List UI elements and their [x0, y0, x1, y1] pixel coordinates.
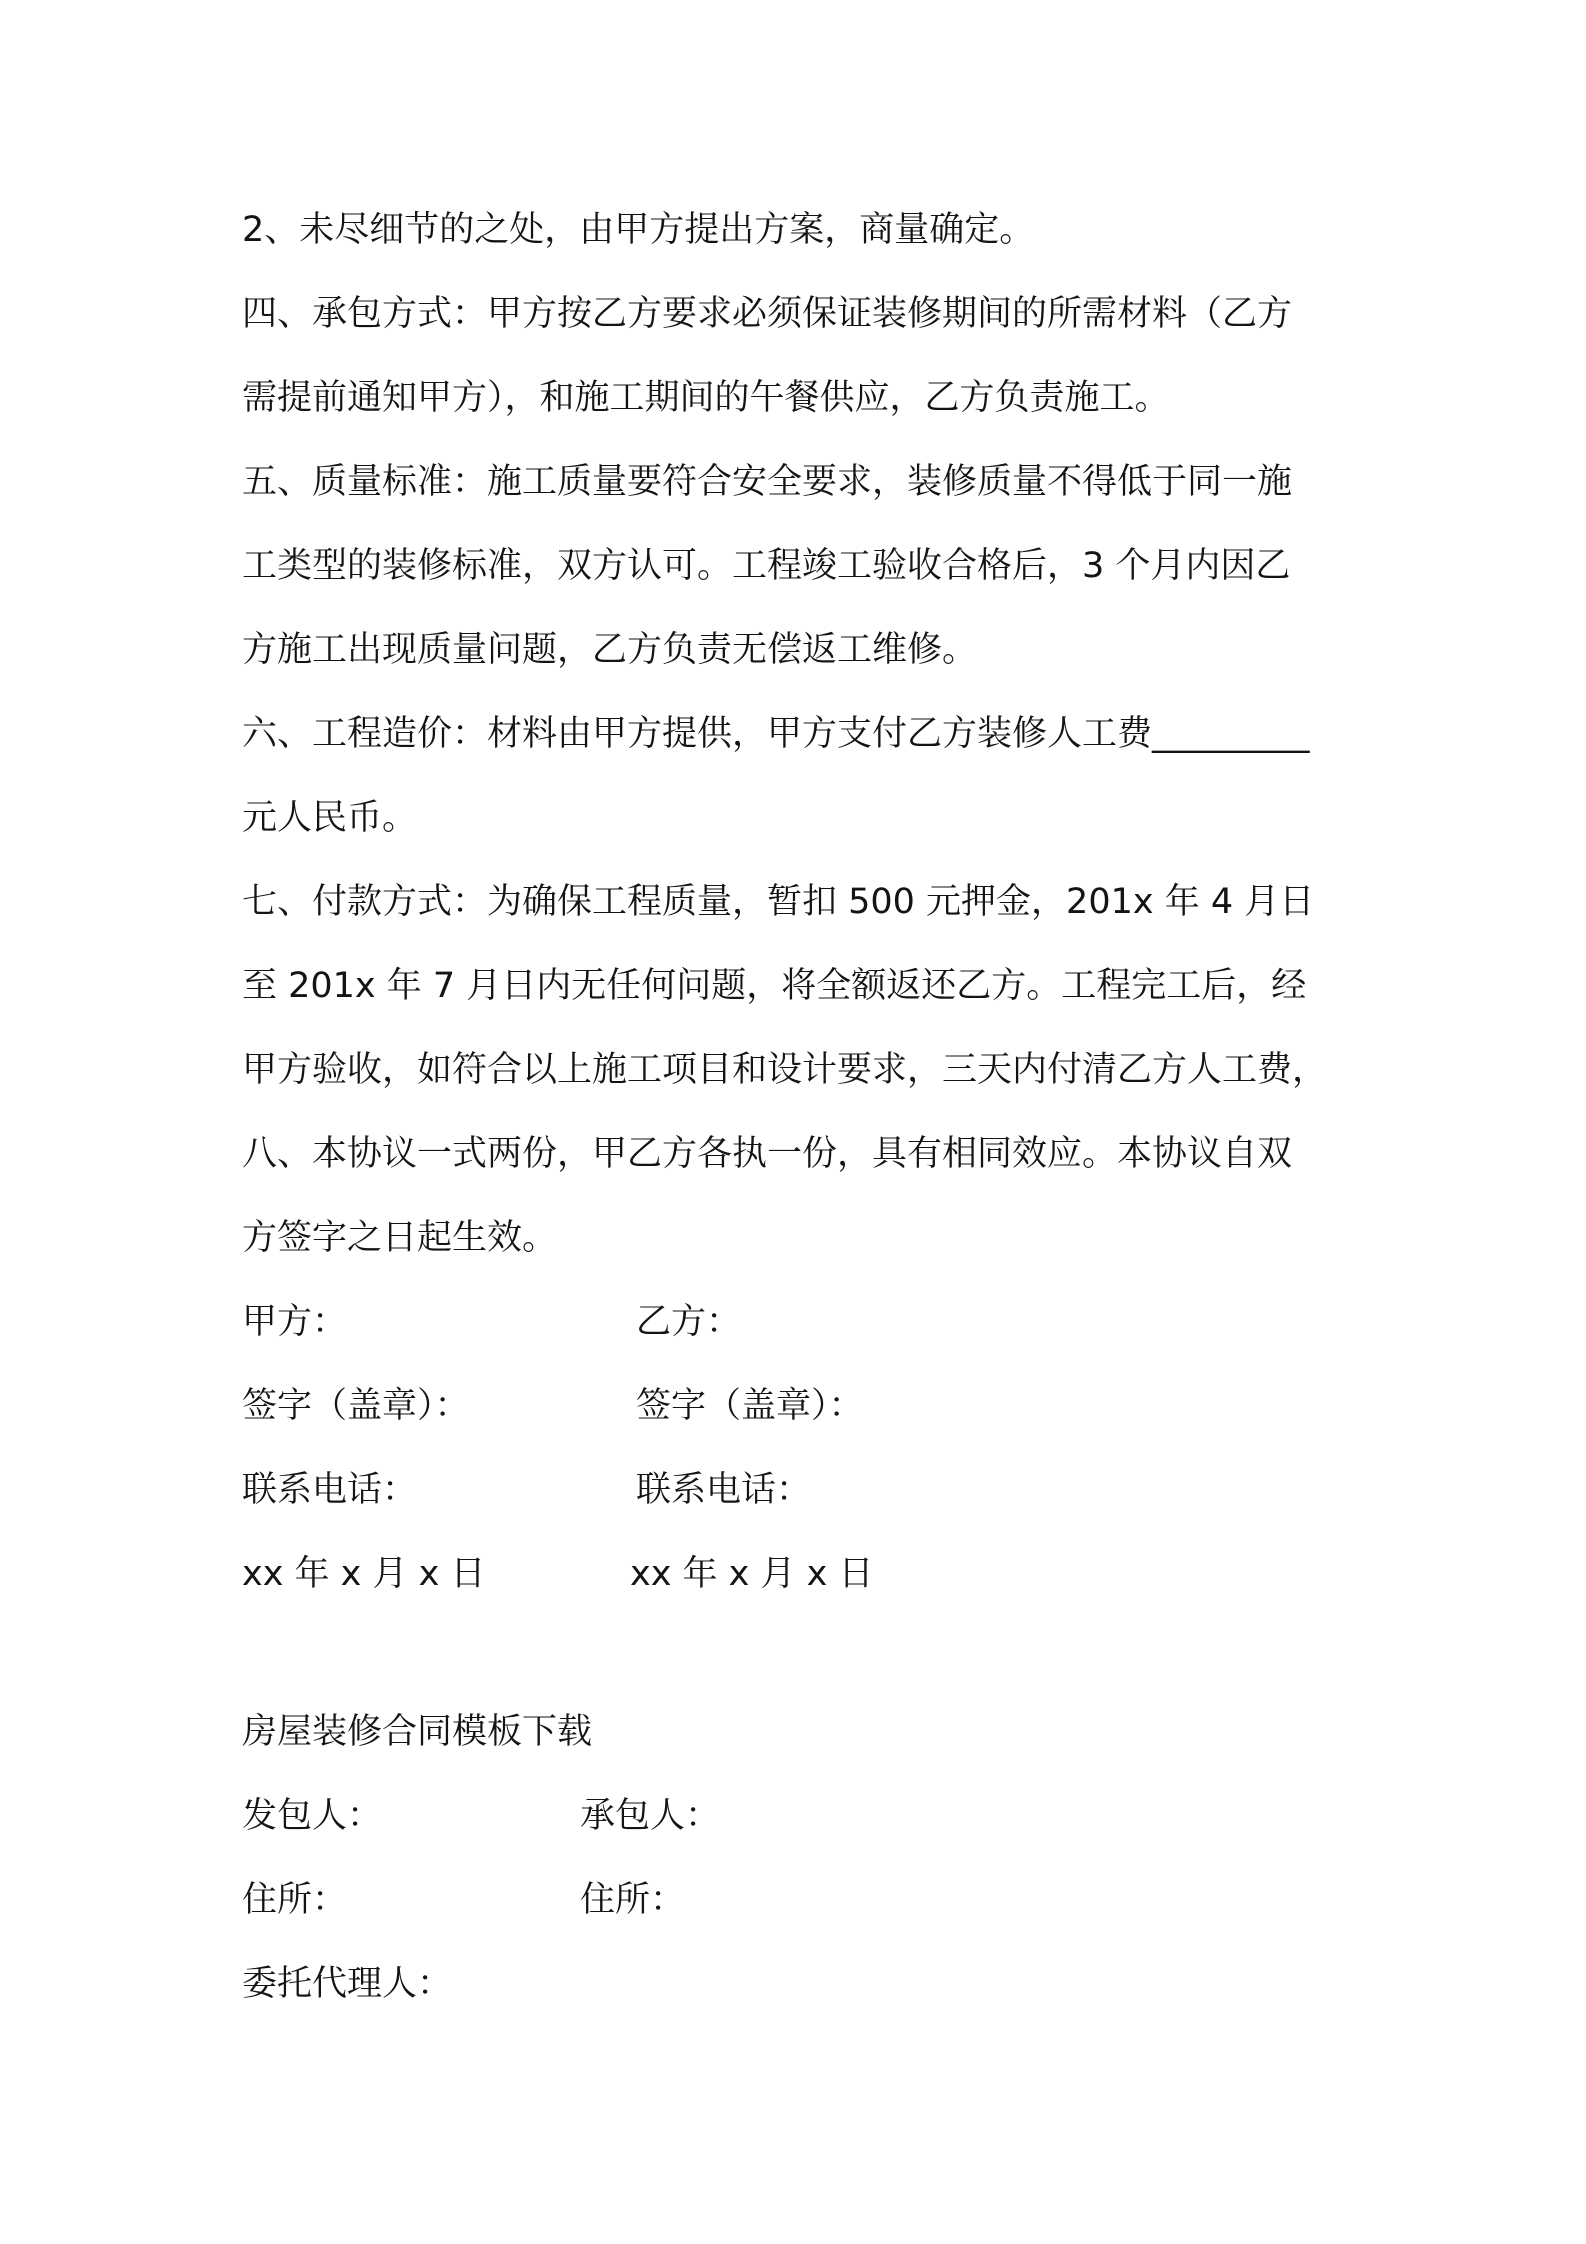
clause-7-payment-line-2: 至 201x 年 7 月日内无任何问题，将全额返还乙方。工程完工后，经	[242, 966, 1307, 1006]
address-b-label: 住所：	[580, 1880, 686, 1920]
party-a-label: 甲方：	[242, 1302, 348, 1342]
contractor-in-label: 承包人：	[580, 1796, 721, 1836]
clause-5-quality-line-1: 五、质量标准：施工质量要符合安全要求，装修质量不得低于同一施	[242, 462, 1293, 502]
address-a-label: 住所：	[242, 1880, 348, 1920]
date-b: xx 年 x 月 x 日	[630, 1554, 874, 1594]
clause-6-cost-line-2: 元人民币。	[242, 798, 418, 838]
party-b-label: 乙方：	[636, 1302, 742, 1342]
clause-8-copies-line-2: 方签字之日起生效。	[242, 1218, 558, 1258]
clause-8-copies-line-1: 八、本协议一式两份，甲乙方各执一份，具有相同效应。本协议自双	[242, 1134, 1293, 1174]
date-a: xx 年 x 月 x 日	[242, 1554, 486, 1594]
clause-7-payment-line-3: 甲方验收，如符合以上施工项目和设计要求，三天内付清乙方人工费，	[242, 1050, 1328, 1090]
sign-a-label: 签字（盖章）：	[242, 1386, 470, 1426]
clause-2-detail-line-1: 2、未尽细节的之处，由甲方提出方案，商量确定。	[242, 210, 1035, 250]
clause-5-quality-line-2: 工类型的装修标准，双方认可。工程竣工验收合格后，3 个月内因乙	[242, 546, 1291, 586]
phone-a-label: 联系电话：	[242, 1470, 418, 1510]
clause-4-contracting-line-2: 需提前通知甲方），和施工期间的午餐供应，乙方负责施工。	[242, 378, 1170, 418]
agent-label: 委托代理人：	[242, 1964, 453, 2004]
contractor-out-label: 发包人：	[242, 1796, 383, 1836]
template-title: 房屋装修合同模板下载	[242, 1712, 593, 1752]
phone-b-label: 联系电话：	[636, 1470, 812, 1510]
clause-4-contracting-line-1: 四、承包方式：甲方按乙方要求必须保证装修期间的所需材料（乙方	[242, 294, 1293, 334]
sign-b-label: 签字（盖章）：	[636, 1386, 864, 1426]
clause-5-quality-line-3: 方施工出现质量问题，乙方负责无偿返工维修。	[242, 630, 978, 670]
clause-7-payment-line-1: 七、付款方式：为确保工程质量，暂扣 500 元押金，201x 年 4 月日	[242, 882, 1315, 922]
clause-6-cost-line-1: 六、工程造价：材料由甲方提供，甲方支付乙方装修人工费_________	[242, 714, 1310, 754]
